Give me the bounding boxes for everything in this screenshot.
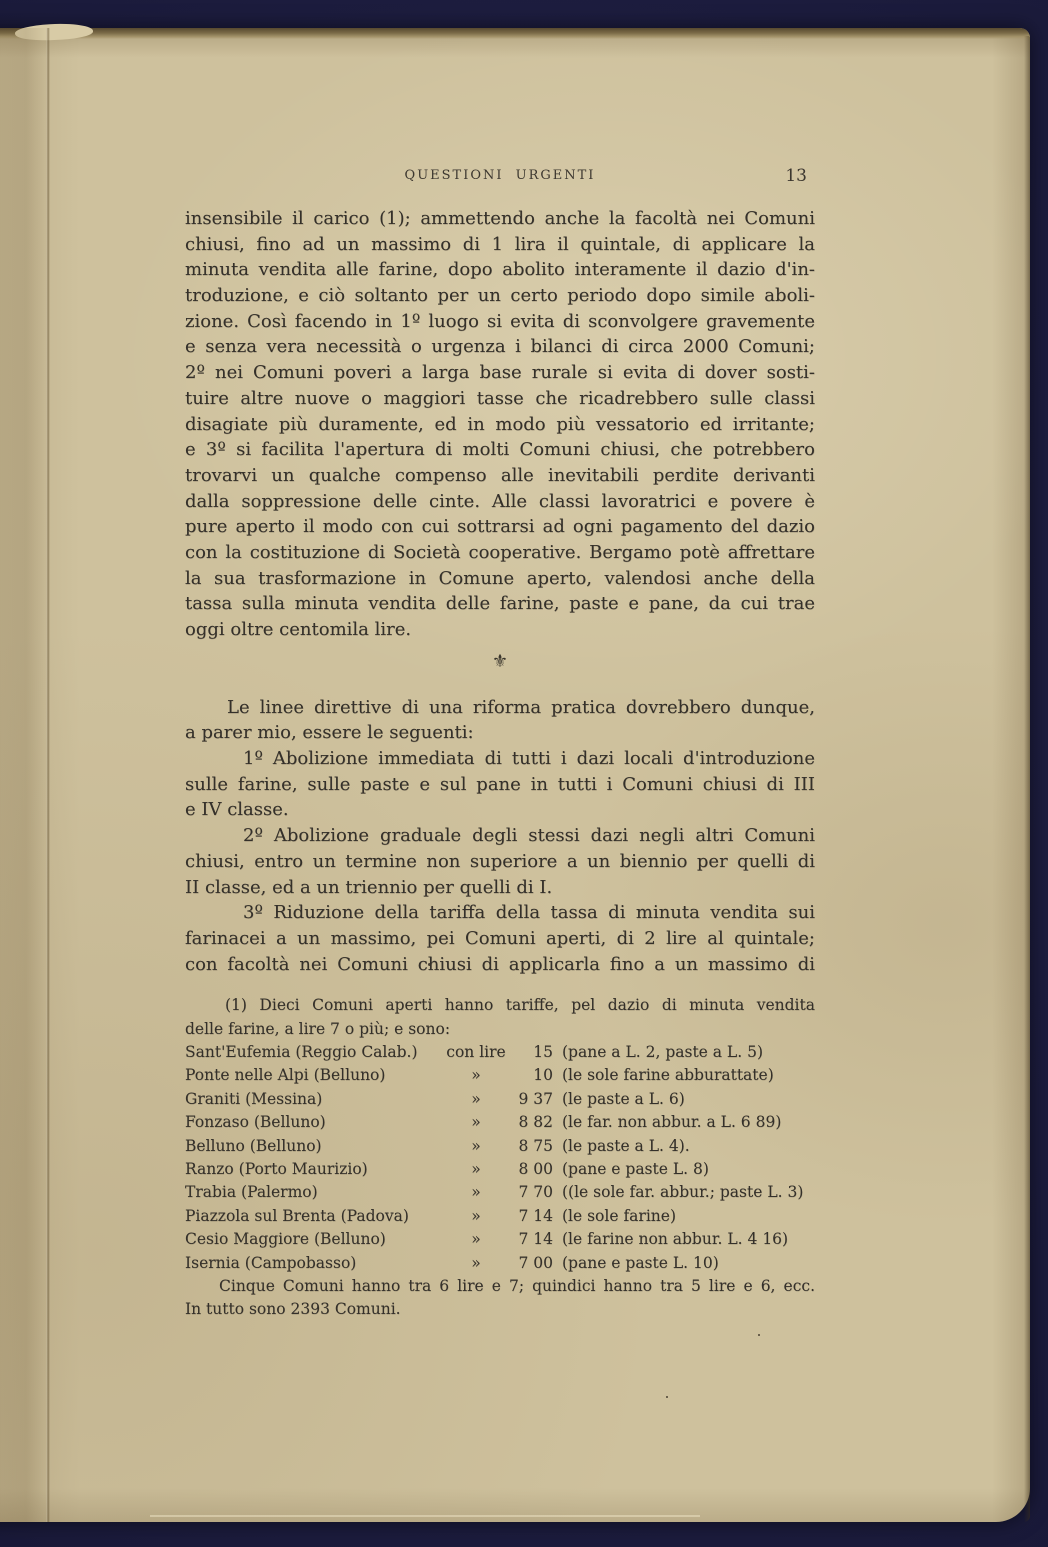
ditto-mark: » — [471, 1253, 481, 1272]
running-header — [185, 166, 815, 206]
footnote-row — [185, 1111, 815, 1134]
text-line: sulle farine, sulle paste e sul pane in tutti i Comuni chiusi di III — [185, 773, 815, 795]
text-line: la sua trasformazione in Comune aperto, valendosi anche della — [185, 567, 815, 589]
page-content — [185, 166, 815, 1322]
tariff-value: 8 75 — [518, 1136, 553, 1155]
commune-name: Ponte nelle Alpi (Belluno) — [185, 1066, 386, 1085]
text-line: Le linee direttive di una riforma pratica dovrebbero dunque, — [227, 696, 815, 718]
page-right-edge — [1024, 36, 1030, 1522]
ditto-mark: » — [471, 1206, 481, 1225]
page-number: 13 — [785, 166, 807, 186]
footnote-line: delle farine, a lire 7 o più; e sono: — [185, 1019, 451, 1038]
text-line: e senza vera necessità o urgenza i bilanci di circa 2000 Comuni; — [185, 336, 815, 358]
footnote-row — [185, 1181, 815, 1204]
tariff-note: (le far. non abbur. a L. 6 89) — [562, 1113, 782, 1132]
text-line: farinacei a un massimo, pei Comuni aperti, di 2 lire al quintale; — [185, 927, 815, 949]
tariff-value: 8 82 — [518, 1113, 553, 1132]
text-line: troduzione, e ciò soltanto per un certo periodo dopo simile aboli- — [185, 285, 815, 307]
footnote-row — [185, 1088, 815, 1111]
tariff-value: 8 00 — [518, 1159, 553, 1178]
text-line: oggi oltre centomila lire. — [185, 619, 412, 640]
footnote-row — [185, 1041, 815, 1064]
commune-name: Trabia (Palermo) — [185, 1183, 318, 1202]
commune-name: Cesio Maggiore (Belluno) — [185, 1230, 386, 1249]
text-line: tassa sulla minuta vendita delle farine, paste e pane, da cui trae — [185, 593, 815, 615]
tariff-value: 7 14 — [518, 1230, 553, 1249]
tariff-note: (pane a L. 2, paste a L. 5) — [562, 1043, 763, 1062]
footnote-row — [185, 1228, 815, 1251]
footnote-row — [185, 1064, 815, 1087]
ditto-mark: » — [471, 1066, 481, 1085]
tariff-note: (le paste a L. 4). — [562, 1136, 690, 1155]
ditto-mark: » — [471, 1089, 481, 1108]
text-line: con facoltà nei Comuni chiusi di applicarla fino a un massimo di — [185, 953, 815, 975]
fleuron-ornament: ⚜ — [491, 650, 509, 672]
tariff-value: 7 70 — [518, 1183, 553, 1202]
text-line: II classe, ed a un triennio per quelli di I. — [185, 876, 553, 898]
text-line: a parer mio, essere le seguenti: — [185, 722, 474, 744]
tariff-note: (le farine non abbur. L. 4 16) — [562, 1230, 789, 1249]
footnote-line: (1) Dieci Comuni aperti hanno tariffe, pel dazio di minuta vendita — [225, 996, 815, 1015]
text-line: chiusi, entro un termine non superiore a un biennio per quelli di — [185, 850, 815, 872]
ditto-mark: » — [471, 1230, 481, 1249]
text-line: chiusi, fino ad un massimo di 1 lira il quintale, di applicare la — [185, 233, 815, 255]
commune-name: Sant'Eufemia (Reggio Calab.) — [185, 1043, 418, 1062]
under-page-edge — [150, 1515, 700, 1517]
commune-name: Graniti (Messina) — [185, 1089, 323, 1108]
ditto-mark: » — [471, 1159, 481, 1178]
text-line: dalla soppressione delle cinte. Alle classi lavoratrici e povere è — [185, 490, 815, 512]
text-line: insensibile il carico (1); ammettendo anche la facoltà nei Comuni — [185, 208, 815, 229]
tariff-note: ((le sole far. abbur.; paste L. 3) — [562, 1183, 804, 1202]
text-line: trovarvi un qualche compenso alle inevitabili perdite derivanti — [185, 464, 815, 486]
text-line: pure aperto il modo con cui sottrarsi ad ogni pagamento del dazio — [185, 516, 815, 538]
tariff-value: 10 — [533, 1066, 553, 1085]
tariff-value: 7 00 — [518, 1253, 553, 1272]
text-line: 2º Abolizione graduale degli stessi dazi negli altri Comuni — [243, 825, 815, 847]
text-line: e IV classe. — [185, 799, 289, 821]
tariff-note: (pane e paste L. 10) — [562, 1253, 719, 1272]
text-line: 2º nei Comuni poveri a larga base rurale si evita di dover sosti- — [185, 362, 815, 384]
tariff-value: 15 — [533, 1043, 553, 1062]
ditto-mark: » — [471, 1136, 481, 1155]
text-line: tuire altre nuove o maggiori tasse che ricadrebbero sulle classi — [185, 387, 815, 409]
commune-name: Ranzo (Porto Maurizio) — [185, 1159, 368, 1178]
commune-name: Isernia (Campobasso) — [185, 1253, 357, 1272]
ditto-mark: » — [471, 1113, 481, 1132]
tariff-note: (pane e paste L. 8) — [562, 1159, 709, 1178]
header-title: QUESTIONI URGENTI — [404, 168, 596, 183]
tariff-table — [185, 1041, 815, 1275]
page-crease — [46, 28, 50, 1522]
commune-name: Piazzola sul Brenta (Padova) — [185, 1206, 409, 1225]
footnote-line: In tutto sono 2393 Comuni. — [185, 1300, 401, 1319]
text-line: con la costituzione di Società cooperative. Bergamo potè affrettare — [185, 541, 815, 563]
book-page — [0, 28, 1030, 1522]
tariff-note: (le sole farine abburattate) — [562, 1066, 774, 1085]
tariff-note: (le paste a L. 6) — [562, 1089, 685, 1108]
tariff-value: 9 37 — [518, 1089, 553, 1108]
footnote — [185, 994, 815, 1321]
paper-speck — [666, 1396, 668, 1398]
reform-points-section — [185, 695, 815, 978]
paragraph-continuation — [185, 206, 815, 643]
text-line: zione. Così facendo in 1º luogo si evita di sconvolgere gravemente — [185, 310, 815, 332]
text-line: 1º Abolizione immediata di tutti i dazi locali d'introduzione — [243, 748, 815, 770]
footnote-line: Cinque Comuni hanno tra 6 lire e 7; quindici hanno tra 5 lire e 6, ecc. — [219, 1276, 815, 1295]
gutter-shading — [0, 28, 48, 1522]
text-line: e 3º si facilita l'apertura di molti Comuni chiusi, che potrebbero — [185, 439, 815, 461]
tariff-connector: con lire — [446, 1043, 506, 1062]
tariff-note: (le sole farine) — [562, 1206, 676, 1225]
text-line: 3º Riduzione della tariffa della tassa di minuta vendita sui — [243, 902, 815, 924]
text-line: minuta vendita alle farine, dopo abolito interamente il dazio d'in- — [185, 259, 815, 281]
paper-speck — [758, 1334, 760, 1336]
footnote-row — [185, 1205, 815, 1228]
tariff-value: 7 14 — [518, 1206, 553, 1225]
text-line: disagiate più duramente, ed in modo più vessatorio ed irritante; — [185, 413, 815, 435]
page-top-edge — [0, 28, 1030, 39]
footnote-row — [185, 1135, 815, 1158]
footnote-row — [185, 1252, 815, 1275]
commune-name: Fonzaso (Belluno) — [185, 1113, 326, 1132]
ditto-mark: » — [471, 1183, 481, 1202]
footnote-row — [185, 1158, 815, 1181]
commune-name: Belluno (Belluno) — [185, 1136, 322, 1155]
